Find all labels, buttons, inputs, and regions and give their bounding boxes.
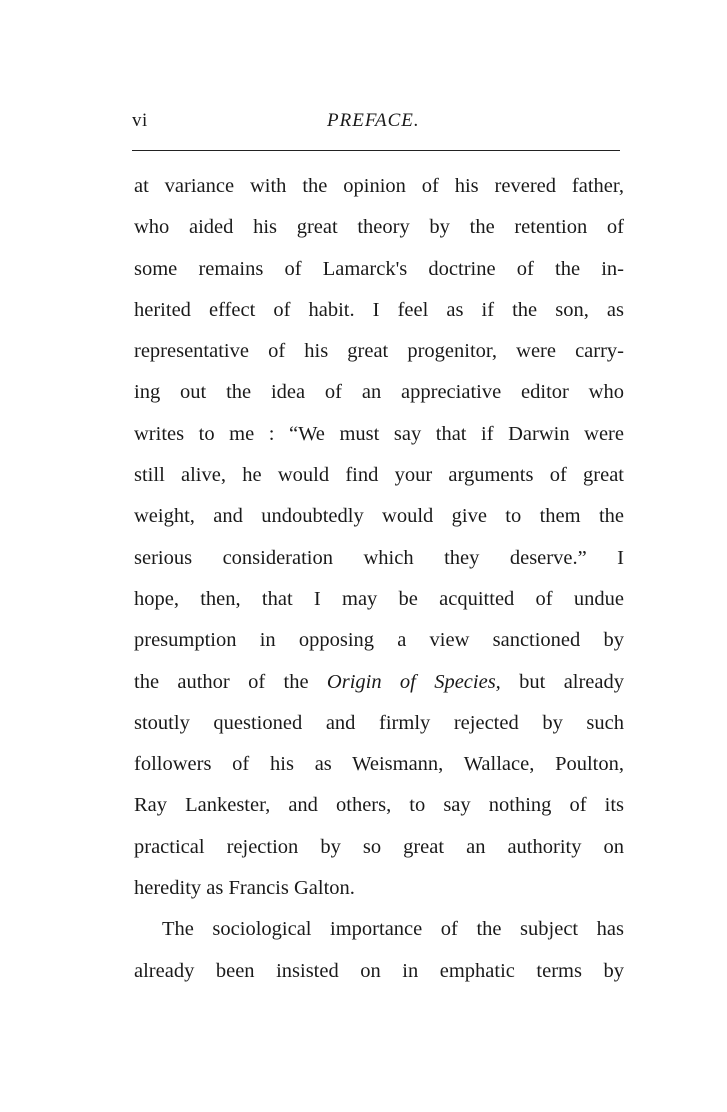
text-line: representative of his great progenitor, were carry- xyxy=(134,340,624,363)
text-line-with-title xyxy=(134,662,624,703)
text-line: some remains of Lamarck's doctrine of the in- xyxy=(134,257,624,280)
text-line: still alive, he would find your arguments of great xyxy=(134,464,624,487)
text-line: already been insisted on in emphatic terms by xyxy=(134,959,624,982)
text-line: followers of his as Weismann, Wallace, Poulton, xyxy=(134,753,624,776)
text-line: stoutly questioned and firmly rejected by such xyxy=(134,711,624,734)
text-line: who aided his great theory by the retention of xyxy=(134,216,624,239)
text-line: at variance with the opinion of his revered father, xyxy=(134,175,624,197)
book-title: Origin of Species, xyxy=(326,670,501,693)
body-text xyxy=(134,166,624,992)
header-rule xyxy=(132,150,620,151)
text-line: writes to me : “We must say that if Darwin were xyxy=(134,422,624,445)
page-number: vi xyxy=(132,110,148,131)
text-line: presumption in opposing a view sanctioned by xyxy=(134,629,624,652)
text-line: heredity as Francis Galton. xyxy=(134,877,355,900)
text-line: serious consideration which they deserve.” I xyxy=(134,546,624,569)
text-line: ing out the idea of an appreciative editor who xyxy=(134,381,624,404)
text-line: hope, then, that I may be acquitted of undue xyxy=(134,587,624,610)
paragraph-start-line: The sociological importance of the subject has xyxy=(162,918,624,941)
page-header xyxy=(132,110,620,140)
text-line: weight, and undoubtedly would give to them the xyxy=(134,505,624,528)
text-segment: the author of the xyxy=(134,670,327,693)
text-segment: but already xyxy=(500,670,625,693)
text-line: herited effect of habit. I feel as if the son, as xyxy=(134,298,624,321)
running-head: PREFACE. xyxy=(327,110,420,131)
text-line: Ray Lankester, and others, to say nothing of its xyxy=(134,794,624,817)
text-line: practical rejection by so great an authority on xyxy=(134,835,624,858)
